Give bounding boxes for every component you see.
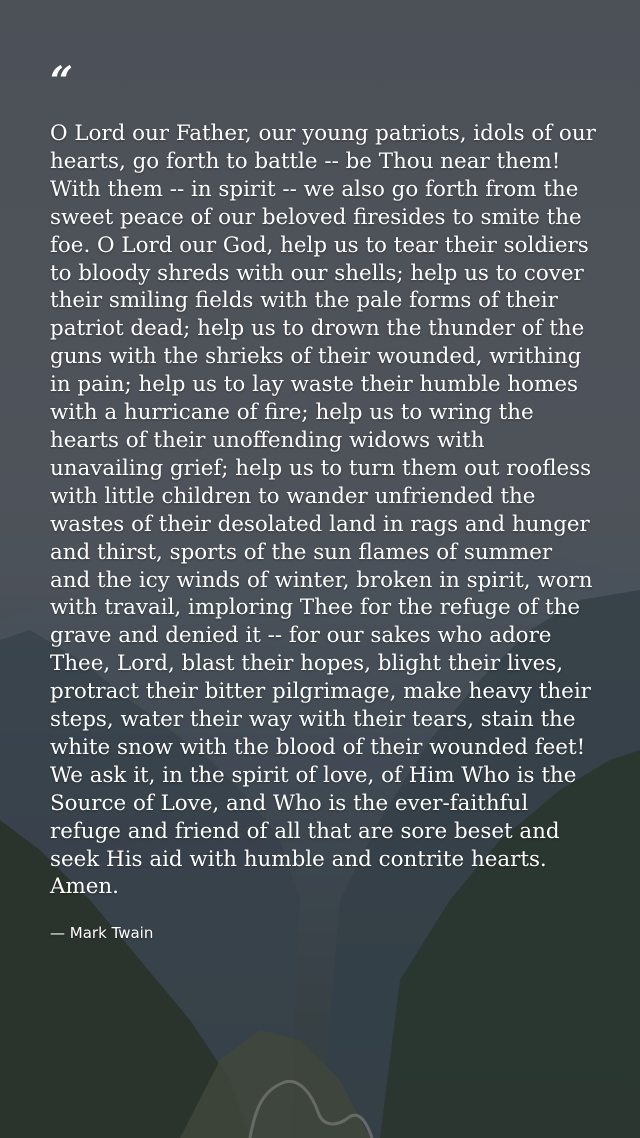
quote-open-mark: “ — [50, 58, 72, 105]
quote-attribution: — Mark Twain — [50, 924, 154, 943]
quote-card — [50, 58, 598, 943]
quote-text: O Lord our Father, our young patriots, idols of our hearts, go forth to battle -- be Thou near them! With them -- in spirit -- we also go forth from the sweet peace of our beloved firesides to smite the foe. O Lord our God, help us to tear their soldiers to bloody shreds with our shells; help us to cover their smiling fields with the pale forms of their patriot dead; help us to drown the thunder of the guns with the shrieks of their wounded, writhing in pain; help us to lay waste their humble homes with a hurricane of fire; help us to wring the hearts of their unoffending widows with unavailing grief; help us to turn them out roofless with little children to wander unfriended the wastes of their desolated land in rags and hunger and thirst, sports of the sun flames of summer and the icy winds of winter, broken in spirit, worn with travail, imploring Thee for the refuge of the grave and denied it -- for our sakes who adore Thee, Lord, blast their hopes, blight their lives, protract their bitter pilgrimage, make heavy their steps, water their way with their tears, stain the white snow with the blood of their wounded feet! We ask it, in the spirit of love, of Him Who is the Source of Love, and Who is the ever-faithful refuge and friend of all that are sore beset and seek His aid with humble and contrite hearts. Amen. — [50, 121, 596, 900]
